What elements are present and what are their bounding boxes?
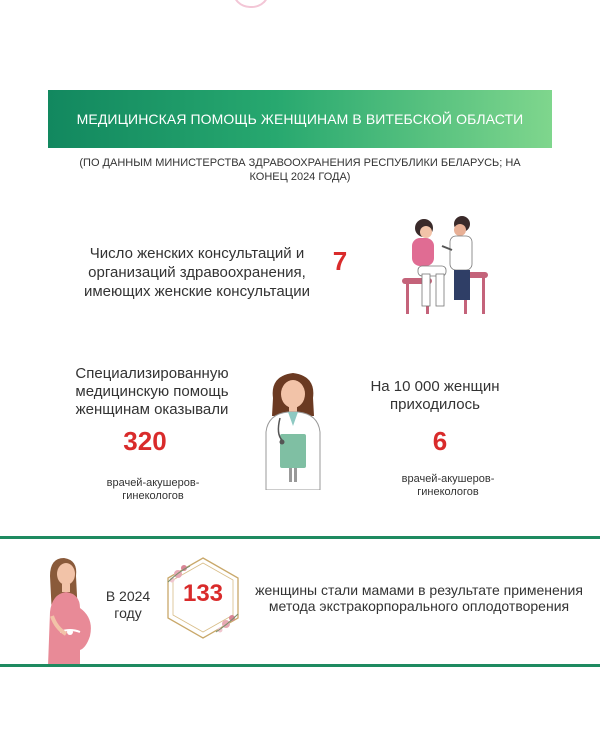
bottom-divider — [0, 664, 600, 667]
specialized-value: 320 — [123, 426, 167, 456]
page-subtitle: (ПО ДАННЫМ МИНИСТЕРСТВА ЗДРАВООХРАНЕНИЯ РЕСПУБЛИКИ БЕЛАРУСЬ; НА КОНЕЦ 2024 ГОДА) — [79, 157, 521, 183]
top-divider — [0, 536, 600, 539]
doctor-vaccinating-woman-icon — [398, 212, 494, 316]
specialized-label: Специализированную медицинскую помощь женщинам оказывали — [75, 365, 229, 418]
per10000-label: На 10 000 женщин приходилось — [370, 378, 500, 413]
consultations-value: 7 — [332, 246, 348, 276]
decorative-petal-icon — [232, 0, 270, 8]
ivf-description: женщины стали мамами в результате применения метода экстракорпорального оплодотворения — [255, 582, 583, 614]
specialized-unit: врачей-акушеров-гинекологов — [106, 477, 200, 502]
title-banner — [48, 90, 552, 148]
ivf-year-label: В 2024 году — [105, 588, 151, 621]
ivf-value: 133 — [182, 580, 224, 607]
per10000-value: 6 — [432, 426, 448, 456]
per10000-unit: врачей-акушеров-гинекологов — [401, 473, 495, 498]
female-doctor-icon — [258, 368, 328, 490]
pregnant-woman-icon — [36, 556, 98, 666]
page-title: МЕДИЦИНСКАЯ ПОМОЩЬ ЖЕНЩИНАМ В ВИТЕБСКОЙ ОБЛАСТИ — [76, 111, 524, 127]
consultations-label: Число женских консультаций и организаций здравоохранения, имеющих женские консультации — [83, 245, 311, 300]
